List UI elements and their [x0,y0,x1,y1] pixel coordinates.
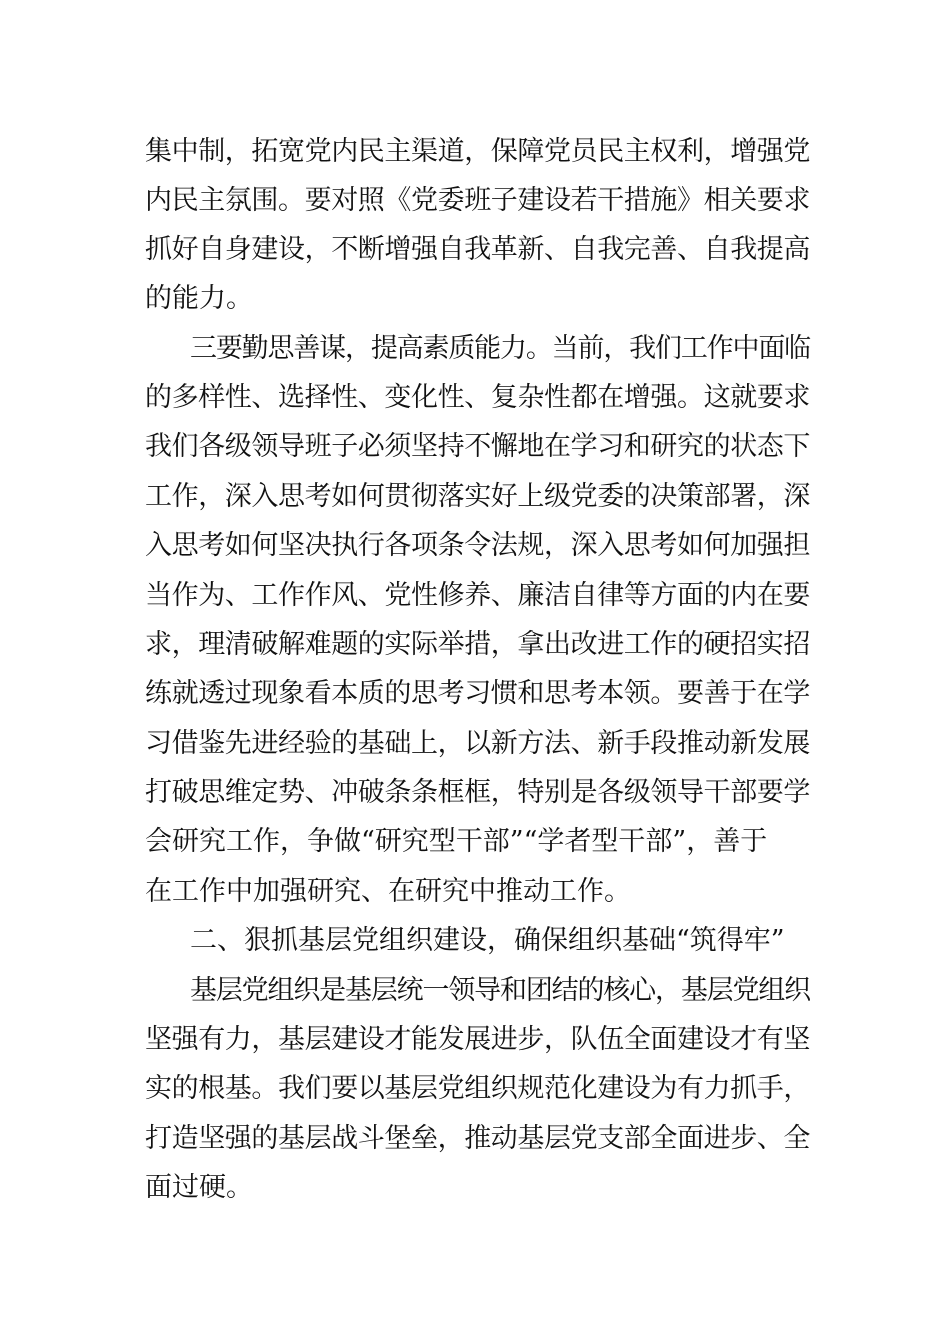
paragraph-line: 基层党组织是基层统一领导和团结的核心，基层党组织 [190,975,810,1006]
paragraph-line: 内民主氛围。要对照《党委班子建设若干措施》相关要求 [145,185,810,216]
paragraph-line: 会研究工作，争做“研究型干部”“学者型干部”，善于 [145,826,768,857]
paragraph-line: 练就透过现象看本质的思考习惯和思考本领。要善于在学 [145,678,810,709]
paragraph-line: 我们各级领导班子必须坚持不懈地在学习和研究的状态下 [145,431,810,462]
paragraph-line: 实的根基。我们要以基层党组织规范化建设为有力抓手， [145,1073,810,1104]
paragraph-line: 的多样性、选择性、变化性、复杂性都在增强。这就要求 [145,382,810,413]
paragraph-line: 求，理清破解难题的实际举措，拿出改进工作的硬招实招 [145,629,810,660]
paragraph-line: 打破思维定势、冲破条条框框，特别是各级领导干部要学 [145,777,810,808]
paragraph-line: 集中制，拓宽党内民主渠道，保障党员民主权利，增强党 [145,136,810,167]
paragraph-line: 三要勤思善谋，提高素质能力。当前，我们工作中面临 [190,333,810,364]
paragraph-line: 的能力。 [145,283,253,314]
paragraph-line: 打造坚强的基层战斗堡垒，推动基层党支部全面进步、全 [145,1123,810,1154]
paragraph-line: 当作为、工作作风、党性修养、廉洁自律等方面的内在要 [145,580,810,611]
paragraph-line: 工作，深入思考如何贯彻落实好上级党委的决策部署，深 [145,481,810,512]
section-heading: 二、狠抓基层党组织建设，确保组织基础“筑得牢” [190,925,785,956]
paragraph-line: 习借鉴先进经验的基础上，以新方法、新手段推动新发展 [145,728,810,759]
paragraph-line: 坚强有力，基层建设才能发展进步，队伍全面建设才有坚 [145,1024,810,1055]
paragraph-line: 抓好自身建设，不断增强自我革新、自我完善、自我提高 [145,234,810,265]
paragraph-line: 面过硬。 [145,1172,253,1203]
paragraph-line: 在工作中加强研究、在研究中推动工作。 [145,876,631,907]
paragraph-line: 入思考如何坚决执行各项条令法规，深入思考如何加强担 [145,530,810,561]
